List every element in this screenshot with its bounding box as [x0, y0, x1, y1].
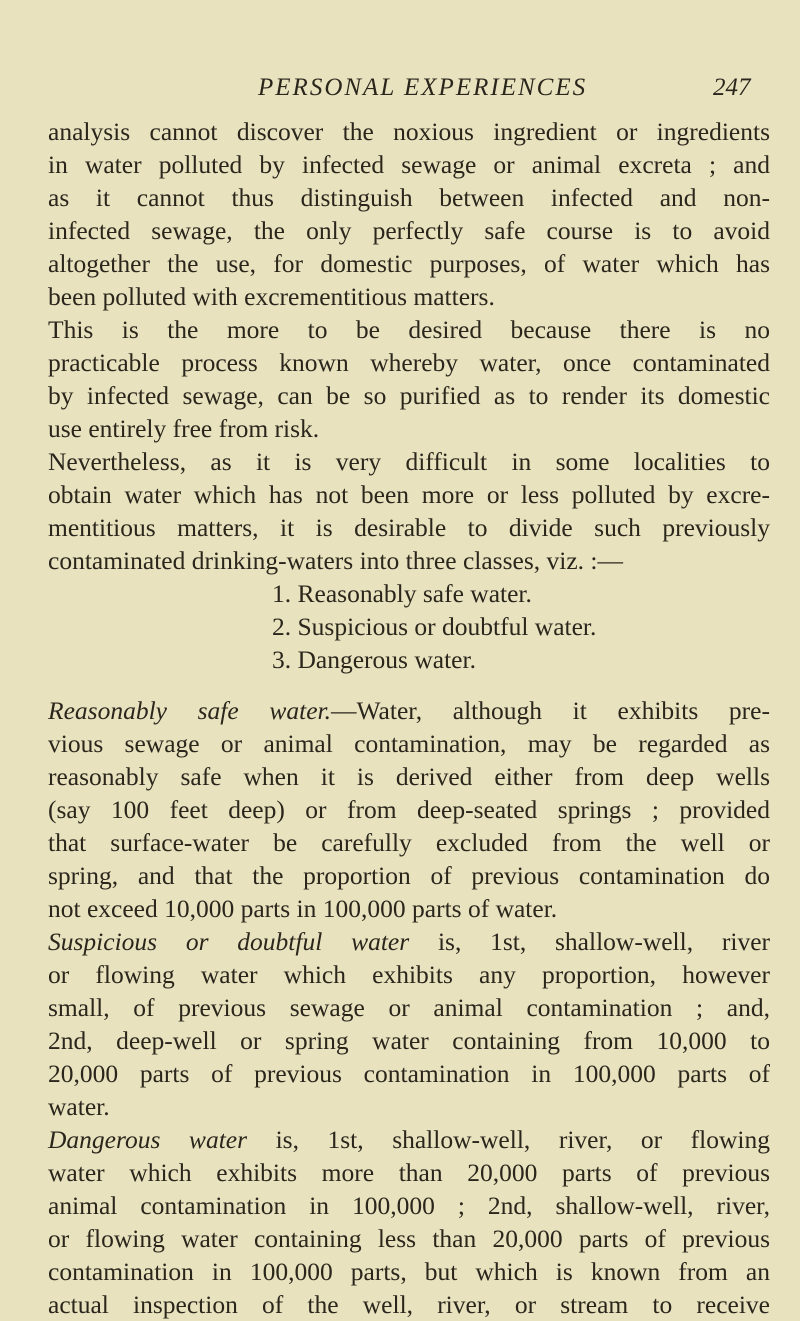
- section-heading: Dangerous water: [48, 1125, 248, 1154]
- class-list-item: 3. Dangerous water.: [272, 645, 476, 674]
- running-title: PERSONAL EXPERIENCES: [258, 74, 588, 101]
- text-line: contamination in 100,000 parts, but which is known from an: [48, 1257, 770, 1286]
- text-line: water which exhibits more than 20,000 parts of previous: [48, 1158, 770, 1187]
- text-line: contaminated drinking-waters into three classes, viz. :—: [48, 546, 623, 575]
- text-line: small, of previous sewage or animal contamination ; and,: [48, 993, 770, 1022]
- text-line: not exceed 10,000 parts in 100,000 parts of water.: [48, 894, 558, 923]
- text-line: infected sewage, the only perfectly safe course is to avoid: [48, 216, 770, 245]
- text-line: been polluted with excrementitious matters.: [48, 282, 495, 311]
- text-fragment: is, 1st, shallow-well, river: [409, 927, 771, 956]
- text-line: by infected sewage, can be so purified as to render its domestic: [48, 381, 770, 410]
- text-line: Nevertheless, as it is very difficult in some localities to: [48, 447, 770, 476]
- running-head: [0, 74, 800, 114]
- section-heading: Suspicious or doubtful water: [48, 927, 410, 956]
- text-fragment: is, 1st, shallow-well, river, or flowing: [247, 1125, 770, 1154]
- text-line: spring, and that the proportion of previous contamination do: [48, 861, 770, 890]
- text-line: practicable process known whereby water, once contaminated: [48, 348, 770, 377]
- text-line: 2nd, deep-well or spring water containing from 10,000 to: [48, 1026, 770, 1055]
- class-list-item: 1. Reasonably safe water.: [272, 579, 532, 608]
- text-line: as it cannot thus distinguish between infected and non-: [48, 183, 770, 212]
- class-list-item: 2. Suspicious or doubtful water.: [272, 612, 597, 641]
- text-line: use entirely free from risk.: [48, 414, 320, 443]
- text-line: reasonably safe when it is derived either from deep wells: [48, 762, 770, 791]
- text-line: or flowing water containing less than 20,000 parts of previous: [48, 1224, 770, 1253]
- text-line: in water polluted by infected sewage or animal excreta ; and: [48, 150, 770, 179]
- text-line: animal contamination in 100,000 ; 2nd, shallow-well, river,: [48, 1191, 770, 1220]
- section-dangerous-first-line: [48, 1123, 770, 1156]
- text-line: (say 100 feet deep) or from deep-seated springs ; provided: [48, 795, 770, 824]
- body-text: [48, 115, 770, 1321]
- text-line: obtain water which has not been more or less polluted by excre-: [48, 480, 770, 509]
- text-line: analysis cannot discover the noxious ingredient or ingredients: [48, 117, 770, 146]
- section-reasonably-safe-first-line: [48, 694, 770, 727]
- section-gap: [48, 676, 770, 694]
- text-line: vious sewage or animal contamination, may be regarded as: [48, 729, 770, 758]
- text-line: altogether the use, for domestic purposes, of water which has: [48, 249, 770, 278]
- section-suspicious-first-line: [48, 925, 770, 958]
- text-line: mentitious matters, it is desirable to divide such previously: [48, 513, 770, 542]
- text-fragment: —Water, although it exhibits pre-: [331, 696, 770, 725]
- text-line: water.: [48, 1092, 110, 1121]
- text-line: that surface-water be carefully excluded from the well or: [48, 828, 770, 857]
- text-line: actual inspection of the well, river, or stream to receive: [48, 1290, 770, 1319]
- text-line: or flowing water which exhibits any proportion, however: [48, 960, 770, 989]
- text-line: This is the more to be desired because there is no: [48, 315, 770, 344]
- text-line: 20,000 parts of previous contamination in 100,000 parts of: [48, 1059, 770, 1088]
- page-number: 247: [713, 74, 751, 101]
- section-heading: Reasonably safe water.: [48, 696, 332, 725]
